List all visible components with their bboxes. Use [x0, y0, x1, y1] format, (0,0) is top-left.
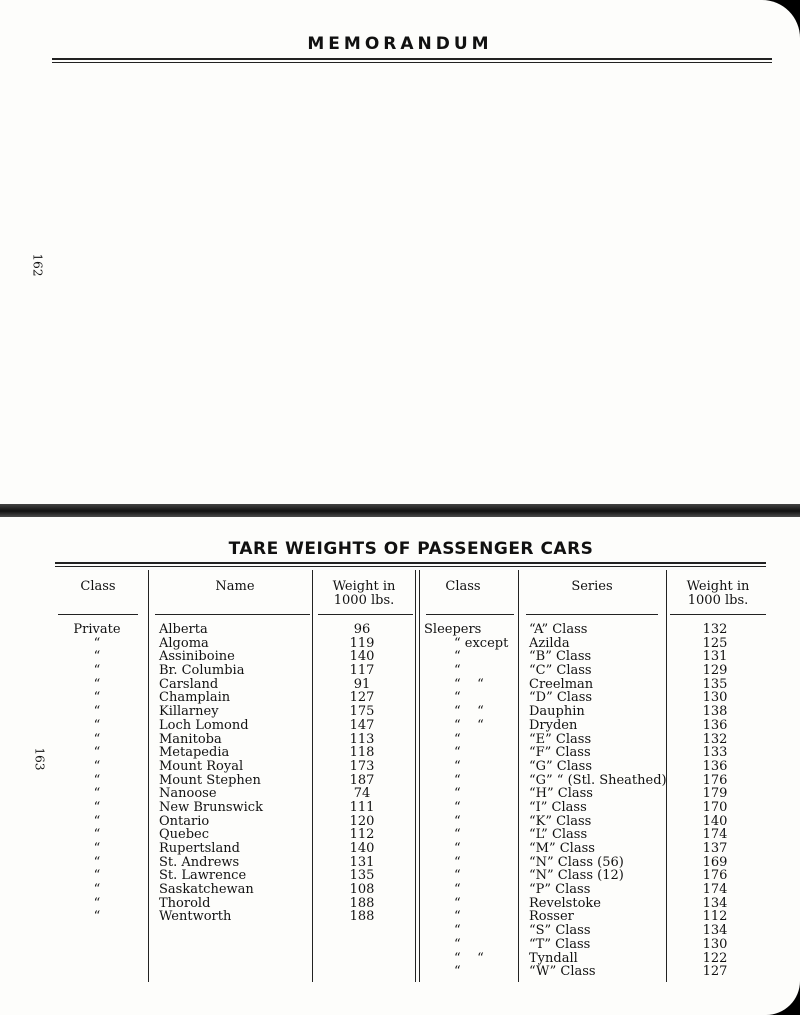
table-cell-series: “G” “ (Stl. Sheathed) — [529, 772, 667, 788]
table-cell-name: Metapedia — [159, 745, 230, 761]
table-cell-class: “ — [454, 841, 461, 856]
table-cell-class: “ — [454, 936, 461, 952]
header-weight2-line2: 1000 lbs. — [687, 593, 749, 608]
memorandum-page — [0, 0, 800, 507]
table-cell-name: Assiniboine — [159, 649, 235, 665]
table-cell-weight: 134 — [702, 923, 728, 939]
tare-title-rule — [55, 562, 766, 567]
table-cell-class: “ — [93, 854, 101, 870]
header-rule — [426, 614, 514, 615]
table-cell-weight: 112 — [349, 827, 375, 843]
table-cell-class: “ — [93, 690, 101, 706]
table-cell-class: “ — [454, 868, 461, 884]
table-cell-weight: 131 — [702, 649, 728, 665]
table-cell-name: Thorold — [159, 895, 211, 911]
table-cell-weight: 120 — [349, 813, 375, 829]
table-cell-class: “ “ — [454, 950, 484, 966]
table-cell-name: Mount Royal — [159, 758, 244, 774]
class-column — [58, 623, 136, 924]
table-cell-name: Alberta — [159, 622, 208, 637]
table-cell-weight: 135 — [349, 868, 375, 884]
header-weight-2 — [670, 580, 766, 608]
table-cell-weight: 135 — [702, 676, 728, 692]
table-cell-weight: 122 — [702, 950, 728, 966]
table-cell-name: Saskatchewan — [159, 882, 254, 898]
table-cell-weight: 91 — [353, 676, 371, 692]
table-cell-class: “ — [454, 731, 461, 747]
table-cell-weight: 129 — [702, 663, 728, 679]
table-cell-weight: 187 — [349, 772, 375, 788]
table-cell-class: “ — [93, 868, 101, 884]
table-cell-class: “ — [454, 799, 461, 815]
table-cell-weight: 173 — [349, 758, 375, 774]
table-cell-name: Ontario — [159, 813, 210, 829]
table-cell-series: Tyndall — [529, 950, 578, 966]
page-number-163: 163 — [32, 747, 47, 771]
table-cell-name: Mount Stephen — [159, 772, 261, 788]
table-cell-name: Champlain — [159, 690, 231, 706]
table-cell-weight: 169 — [702, 854, 728, 870]
table-cell-series: “D” Class — [529, 690, 593, 706]
table-cell-class: “ — [454, 923, 461, 939]
table-cell-class: “ — [93, 813, 101, 829]
table-cell-weight: 130 — [702, 690, 728, 706]
table-cell-series: “G” Class — [529, 758, 593, 774]
table-cell-weight: 127 — [349, 690, 375, 706]
header-rule — [526, 614, 658, 615]
column-divider — [518, 570, 519, 982]
table-cell-weight: 131 — [349, 854, 375, 870]
table-cell-weight: 140 — [702, 813, 728, 829]
table-cell-class: “ — [454, 827, 461, 843]
table-cell-class: “ — [93, 909, 101, 925]
table-cell-class: “ — [93, 786, 101, 802]
header-class: Class — [80, 579, 116, 594]
table-cell-weight: 188 — [349, 895, 375, 911]
table-cell-series: “E” Class — [529, 731, 592, 747]
table-cell-name: Algoma — [159, 635, 209, 651]
table-cell-weight: 140 — [349, 649, 375, 665]
table-cell-weight: 134 — [702, 895, 728, 911]
column-double-divider — [415, 570, 420, 982]
tare-weights-title: TARE WEIGHTS OF PASSENGER CARS — [228, 539, 594, 559]
table-cell-class: “ — [454, 882, 461, 898]
table-cell-name: Carsland — [159, 676, 219, 692]
table-cell-class: “ — [93, 635, 101, 651]
table-cell-weight: 188 — [349, 909, 375, 925]
memorandum-rule — [52, 58, 772, 63]
table-cell-name: New Brunswick — [159, 799, 263, 815]
table-cell-series: Revelstoke — [529, 895, 601, 911]
book-fold — [0, 504, 800, 518]
table-cell-weight: 111 — [349, 799, 375, 815]
table-cell-weight: 137 — [702, 841, 728, 856]
table-cell-class: “ — [454, 909, 461, 925]
table-cell-weight: 117 — [349, 663, 375, 679]
table-cell-class: “ — [454, 772, 461, 788]
table-cell-series: “K” Class — [529, 813, 592, 829]
table-cell-series: “W” Class — [529, 964, 596, 980]
table-cell-name: Wentworth — [159, 909, 232, 925]
table-cell-class: “ — [454, 786, 461, 802]
table-cell-series: “H” Class — [529, 786, 593, 802]
table-cell-weight: 119 — [349, 635, 375, 651]
table-cell-weight: 138 — [702, 704, 728, 720]
table-cell-series: “P” Class — [529, 882, 591, 898]
table-cell-weight: 170 — [702, 799, 728, 815]
table-cell-weight: 96 — [353, 622, 371, 637]
header-class-2: Class — [445, 579, 481, 594]
table-cell-class: “ — [93, 649, 101, 665]
table-cell-series: Dryden — [529, 717, 578, 733]
table-cell-series: “F” Class — [529, 745, 591, 761]
table-cell-series: “L” Class — [529, 827, 588, 843]
table-cell-name: Br. Columbia — [159, 663, 245, 679]
table-cell-class: “ — [454, 690, 461, 706]
table-cell-series: Creelman — [529, 676, 594, 692]
table-cell-series: “M” Class — [529, 841, 595, 856]
table-cell-weight: 174 — [702, 882, 728, 898]
table-cell-weight: 147 — [349, 717, 375, 733]
table-cell-weight: 175 — [349, 704, 375, 720]
table-cell-weight: 130 — [702, 936, 728, 952]
table-cell-series: “C” Class — [529, 663, 592, 679]
table-cell-series: “N” Class (12) — [529, 868, 624, 884]
table-cell-weight: 132 — [702, 622, 728, 637]
table-cell-weight: 179 — [702, 786, 728, 802]
table-cell-class: “ — [454, 745, 461, 761]
table-cell-name: Killarney — [159, 704, 219, 720]
table-cell-class: “ — [93, 882, 101, 898]
table-cell-weight: 136 — [702, 717, 728, 733]
table-cell-class: “ — [93, 895, 101, 911]
table-cell-weight: 176 — [702, 772, 728, 788]
header-rule — [670, 614, 766, 615]
table-cell-weight: 136 — [702, 758, 728, 774]
table-cell-class: “ — [454, 663, 461, 679]
table-cell-series: “B” Class — [529, 649, 592, 665]
table-cell-weight: 133 — [702, 745, 728, 761]
table-cell-class: “ — [93, 731, 101, 747]
table-cell-series: Dauphin — [529, 704, 585, 720]
name-column — [159, 623, 309, 924]
table-cell-name: Loch Lomond — [159, 717, 249, 733]
header-weight — [314, 580, 414, 608]
table-cell-class: “ — [454, 854, 461, 870]
table-cell-class: “ — [93, 663, 101, 679]
header-rule — [58, 614, 138, 615]
header-rule — [155, 614, 310, 615]
class-column-2 — [424, 623, 516, 979]
table-cell-series: “I” Class — [529, 799, 587, 815]
table-cell-class: “ except — [454, 635, 509, 651]
table-cell-class: “ — [454, 649, 461, 665]
table-cell-weight: 108 — [349, 882, 375, 898]
table-cell-series: Rosser — [529, 909, 574, 925]
table-cell-class: “ “ — [454, 676, 484, 692]
header-weight2-line1: Weight in — [686, 579, 750, 594]
table-cell-class: “ — [93, 841, 101, 856]
table-cell-series: “A” Class — [529, 622, 588, 637]
table-cell-class: “ “ — [454, 717, 484, 733]
header-weight-line2: 1000 lbs. — [333, 593, 395, 608]
memorandum-title: MEMORANDUM — [307, 34, 493, 54]
header-name: Name — [215, 579, 255, 594]
table-cell-class: “ — [93, 717, 101, 733]
table-cell-weight: 176 — [702, 868, 728, 884]
table-cell-name: Quebec — [159, 827, 210, 843]
page-number-162: 162 — [30, 253, 45, 277]
table-cell-name: St. Andrews — [159, 854, 240, 870]
table-cell-weight: 132 — [702, 731, 728, 747]
weight-column — [312, 623, 412, 924]
table-cell-series: “N” Class (56) — [529, 854, 624, 870]
table-cell-class: Private — [73, 622, 121, 637]
table-cell-weight: 125 — [702, 635, 728, 651]
weight-column-2 — [660, 623, 770, 979]
table-cell-class: “ — [93, 704, 101, 720]
table-cell-class: “ — [93, 758, 101, 774]
table-cell-class: “ — [93, 676, 101, 692]
table-cell-class: “ — [454, 895, 461, 911]
table-cell-class: “ — [93, 799, 101, 815]
table-cell-name: Rupertsland — [159, 841, 240, 856]
table-cell-class: “ — [93, 827, 101, 843]
table-cell-weight: 140 — [349, 841, 375, 856]
table-cell-name: Nanoose — [159, 786, 217, 802]
table-cell-class: “ — [454, 964, 461, 980]
table-cell-weight: 127 — [702, 964, 728, 980]
table-cell-class: “ — [454, 813, 461, 829]
table-cell-weight: 118 — [349, 745, 375, 761]
table-cell-weight: 74 — [353, 786, 371, 802]
table-cell-class: “ — [454, 758, 461, 774]
table-cell-class: “ “ — [454, 704, 484, 720]
table-cell-series: “T” Class — [529, 936, 591, 952]
table-cell-class: “ — [93, 745, 101, 761]
table-cell-class: Sleepers — [424, 622, 482, 637]
table-cell-class: “ — [93, 772, 101, 788]
table-cell-weight: 112 — [702, 909, 728, 925]
table-cell-series: Azilda — [529, 635, 570, 651]
table-cell-name: Manitoba — [159, 731, 222, 747]
header-weight-line1: Weight in — [332, 579, 396, 594]
table-cell-weight: 174 — [702, 827, 728, 843]
table-cell-name: St. Lawrence — [159, 868, 247, 884]
table-cell-series: “S” Class — [529, 923, 591, 939]
table-cell-weight: 113 — [349, 731, 375, 747]
header-series: Series — [571, 579, 613, 594]
header-rule — [318, 614, 413, 615]
column-divider — [148, 570, 149, 982]
